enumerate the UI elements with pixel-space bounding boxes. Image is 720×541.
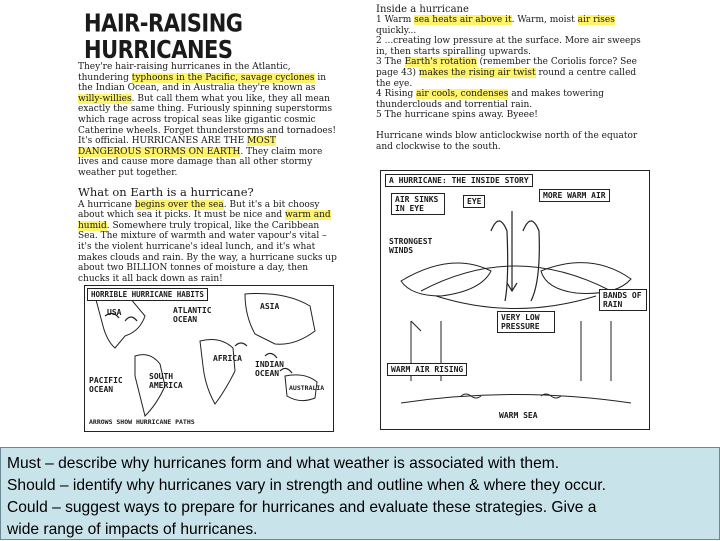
textbook-page: [78, 0, 648, 445]
step-number: 1: [376, 15, 385, 25]
step-text: . Warm, moist: [511, 15, 578, 25]
objective-could: Could – suggest ways to prepare for hurricanes and evaluate these strategies. Give a: [7, 499, 597, 516]
step-text: and makes towering thunderclouds and torrential rain.: [376, 89, 604, 110]
objective-must: Must – describe why hurricanes form and what weather is associated with them.: [7, 455, 560, 472]
map-label-atlantic: ATLANTIC OCEAN: [173, 306, 212, 324]
what-highlight-sea: begins over the sea: [134, 199, 224, 210]
intro-paragraph: [78, 62, 338, 179]
map-caption: ARROWS SHOW HURRICANE PATHS: [89, 418, 195, 426]
step-item: [376, 110, 648, 121]
right-column: [376, 4, 648, 152]
step-text: The hurricane spins away. Byeee!: [384, 110, 538, 121]
what-paragraph: [78, 200, 338, 285]
label-more-warm-air: MORE WARM AIR: [539, 189, 610, 202]
intro-highlight-typhoons: typhoons in the Pacific, savage cyclones: [131, 72, 315, 83]
steps-list: [376, 15, 648, 121]
hurricane-diagram: [380, 170, 650, 430]
hurricane-map: [84, 285, 334, 432]
intro-text-e: . But call them what you like, they all mean exactly the same thing. Furiously spinning superstorms which rage across tropical seas like gigantic cosmic Catherine wheels. Forget thunderstorms and tornadoes! It's official. HURRICANES ARE THE: [78, 93, 336, 147]
step-item: [376, 36, 648, 57]
intro-text-c: in the Indian Ocean, and in Australia they're known as: [78, 72, 327, 94]
objectives-panel: [0, 447, 720, 540]
step-text: ...creating low pressure at the surface. More air sweeps in, then starts spiralling upwards.: [376, 36, 641, 57]
label-warm-air-rising: WARM AIR RISING: [387, 363, 467, 376]
step-text: quickly...: [376, 25, 417, 36]
what-highlight-warm: warm and humid: [78, 210, 331, 231]
what-heading: What on Earth is a hurricane?: [78, 184, 254, 199]
objective-could-continued: wide range of impacts of hurricanes.: [7, 521, 258, 538]
map-label-usa: USA: [107, 308, 122, 317]
map-title: HORRIBLE HURRICANE HABITS: [87, 288, 208, 301]
step-number: 2: [376, 36, 385, 47]
label-warm-sea: WARM SEA: [499, 411, 538, 420]
step-highlight: air cools, condenses: [416, 89, 509, 100]
what-text-e: . Somewhere truly tropical, like the Caribbean Sea. The mixture of warmth and water vapour's vital – it's the violent hurricane's ideal lunch, and it's what makes clouds and rain. By the way, a hurricane sucks up about two BILLION tonnes of moisture a day, then chucks it all back down as rain!: [78, 220, 337, 284]
step-text: round a centre called the eye.: [376, 67, 637, 89]
what-text-a: A hurricane: [78, 199, 135, 210]
map-label-australia: AUSTRALIA: [289, 384, 325, 392]
step-item: [376, 89, 648, 110]
what-text-c: . But it's a bit choosy about which sea it picks. It must be nice and: [78, 199, 320, 221]
label-eye: EYE: [463, 195, 485, 208]
step-text: Rising: [384, 89, 417, 100]
step-highlight: Earth's rotation: [404, 57, 477, 68]
step-highlight: sea heats air above it: [414, 15, 512, 25]
objective-should: Should – identify why hurricanes vary in strength and outline when & where they occur.: [7, 477, 606, 494]
step-text: The: [384, 57, 405, 68]
map-label-indian: INDIAN OCEAN: [255, 360, 284, 378]
map-label-asia: ASIA: [260, 302, 280, 311]
left-column: [78, 4, 338, 284]
step-item: [376, 57, 648, 89]
label-very-low-pressure: VERY LOW PRESSURE: [497, 311, 555, 333]
step-highlight: makes the rising air twist: [418, 67, 536, 78]
inside-heading: Inside a hurricane: [376, 4, 469, 15]
step-number: 5: [376, 110, 385, 121]
diagram-title: A HURRICANE: THE INSIDE STORY: [385, 174, 533, 187]
intro-text-a: They're hair-raising hurricanes in the Atlantic, thundering: [78, 62, 291, 83]
label-strongest-winds: STRONGEST WINDS: [389, 237, 433, 255]
intro-highlight-willy: willy-willies: [78, 93, 132, 104]
winds-note: Hurricane winds blow anticlockwise north of the equator and clockwise to the south.: [376, 130, 638, 152]
step-number: 3: [376, 57, 385, 68]
map-label-pacific: PACIFIC OCEAN: [89, 376, 123, 394]
step-item: [376, 15, 648, 36]
map-label-africa: AFRICA: [213, 354, 242, 363]
label-air-sinks: AIR SINKS IN EYE: [391, 193, 445, 215]
page-title: HAIR-RAISING HURRICANES: [84, 8, 243, 64]
intro-text-g: . They claim more lives and cause more damage than all other stormy weather put together.: [78, 146, 323, 178]
step-highlight: air rises: [577, 15, 615, 25]
step-text: (remember the Coriolis force? See page 43): [376, 57, 637, 78]
intro-highlight-dangerous: MOST DANGEROUS STORMS ON EARTH: [78, 136, 276, 157]
label-bands-of-rain: BANDS OF RAIN: [599, 289, 647, 311]
step-text: Warm: [384, 15, 415, 25]
step-number: 4: [376, 89, 385, 100]
map-label-south-america: SOUTH AMERICA: [149, 372, 183, 390]
